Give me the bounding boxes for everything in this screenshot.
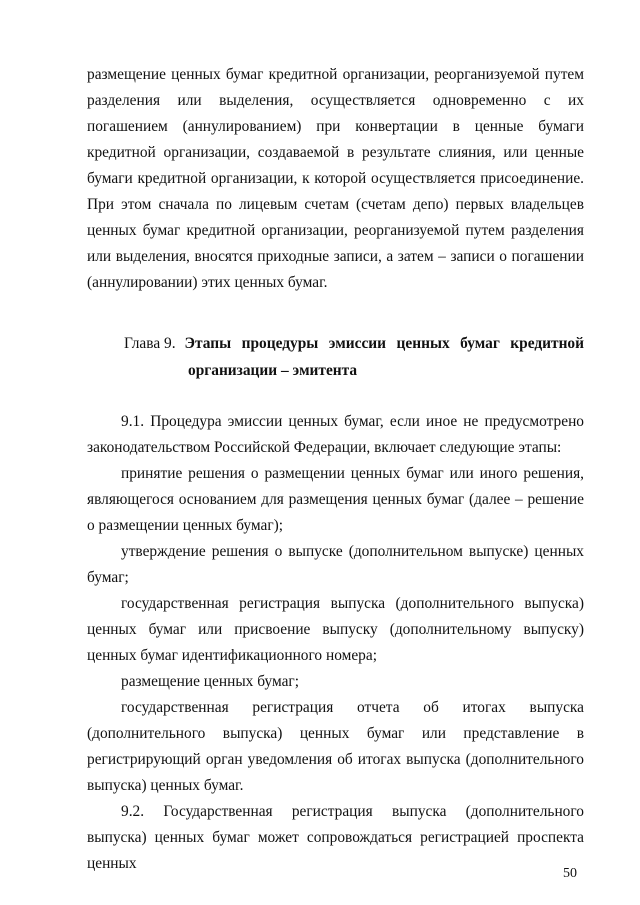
list-item-state-registration: государственная регистрация выпуска (дополнительного выпуска) ценных бумаг или присвоение выпуску (дополнительному выпуску) ценных бумаг идентификационного номера; bbox=[87, 595, 584, 664]
paragraph-9-1: 9.1. Процедура эмиссии ценных бумаг, если иное не предусмотрено законодательством Российской Федерации, включает следующие этапы: bbox=[87, 413, 584, 456]
list-item-report-registration: государственная регистрация отчета об итогах выпуска (дополнительного выпуска) ценных бумаг или представление в регистрирующий орган уведомления об итогах выпуска (дополнительного выпуска) ценных бумаг. bbox=[87, 699, 584, 794]
paragraph-reorganization-placement: размещение ценных бумаг кредитной организации, реорганизуемой путем разделения или выделения, осуществляется одновременно с их погашением (аннулированием) при конвертации в ценные бумаги кредитной организации, создаваемой в результате слияния, или ценные бумаги кредитной организации, к которой осуществляется присоединение. При этом сначала по лицевым счетам (счетам депо) первых владельцев ценных бумаг кредитной организации, реорганизуемой путем разделения или выделения, вносятся приходные записи, а затем – записи о погашении (аннулировании) этих ценных бумаг. bbox=[87, 66, 584, 291]
chapter-heading-line-1 bbox=[124, 330, 584, 357]
chapter-heading bbox=[124, 330, 584, 384]
chapter-title-line-2: организации – эмитента bbox=[188, 362, 358, 379]
page-number: 50 bbox=[563, 866, 577, 881]
list-item-approval-decision: утверждение решения о выпуске (дополнительном выпуске) ценных бумаг; bbox=[87, 543, 584, 586]
chapter-title-line-1: Этапы процедуры эмиссии ценных бумаг кредитной bbox=[184, 335, 584, 352]
paragraph-9-2: 9.2. Государственная регистрация выпуска (дополнительного выпуска) ценных бумаг может сопровождаться регистрацией проспекта ценных bbox=[87, 803, 584, 872]
chapter-number: Глава 9. bbox=[124, 335, 176, 352]
list-item-decision-placement: принятие решения о размещении ценных бумаг или иного решения, являющегося основанием для размещения ценных бумаг (далее – решение о размещении ценных бумаг); bbox=[87, 465, 584, 534]
list-item-placement: размещение ценных бумаг; bbox=[121, 673, 300, 690]
